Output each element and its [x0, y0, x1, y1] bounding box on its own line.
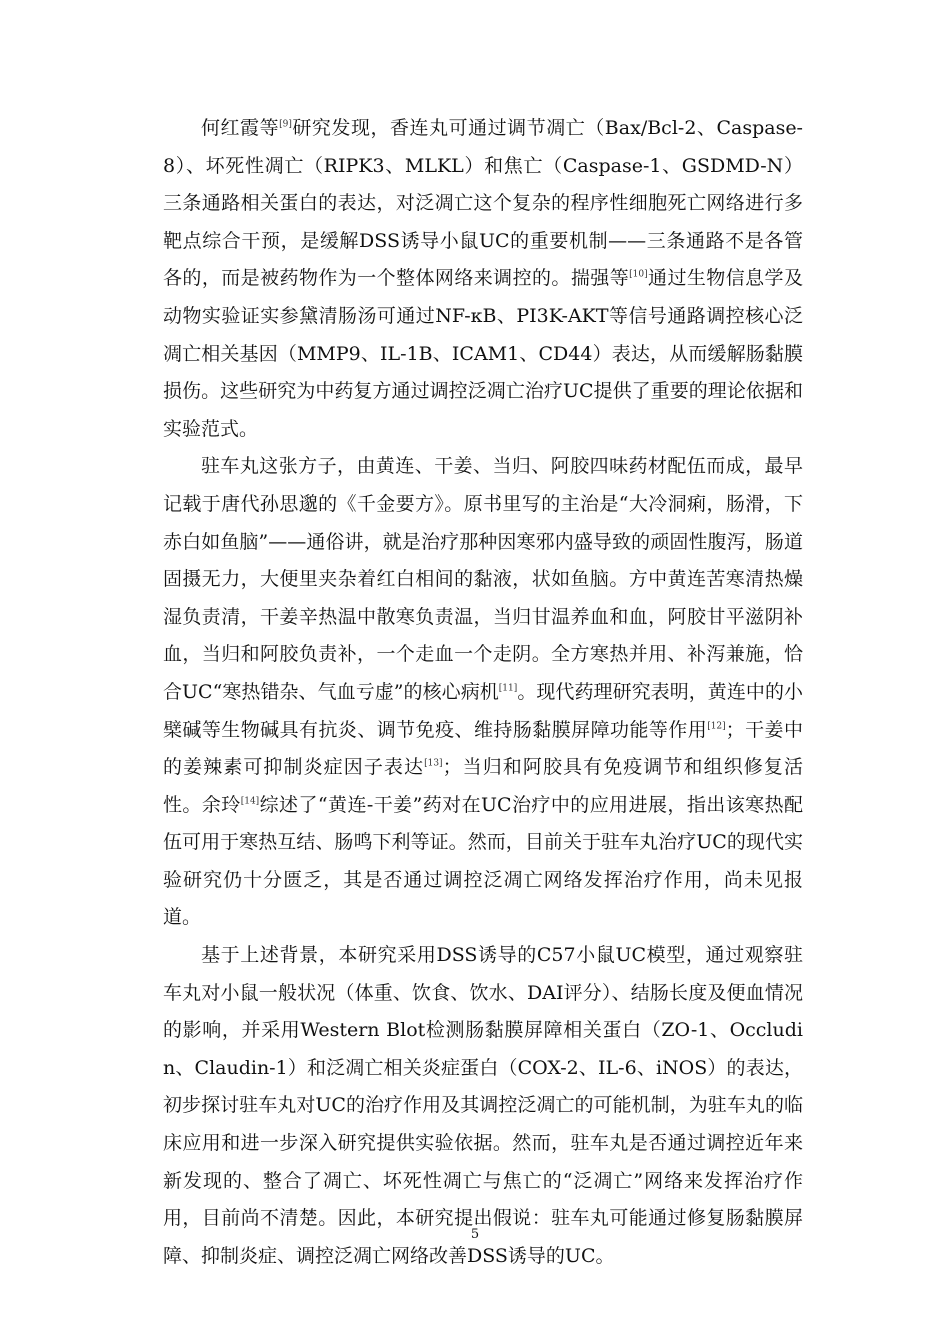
text-segment: ；干姜中的姜辣素可抑制炎症因子表达	[163, 718, 803, 779]
page-number: 5	[470, 1227, 480, 1242]
text-segment: ；当归和阿胶具有免疫调节和组织修复活性。余玲	[163, 756, 803, 816]
text-segment: 。现代药理研究表明，黄连中的小檗碱等生物碱具有抗炎、调节免疫、维持肠黏膜屏障功能等作用	[163, 680, 803, 741]
text-segment: 研究发现，香连丸可通过调节凋亡（Bax/Bcl-2、Caspase-8）、坏死性凋亡（RIPK3、MLKL）和焦亡（Caspase-1、GSDMD-N）三条通路相关蛋白的表达，对泛凋亡这个复杂的程序性细胞死亡网络进行多靶点综合干预，是缓解DSS诱导小鼠UC的重要机制——三条通路不是各管各的，而是被药物作为一个整体网络来调控的。揣强等	[163, 117, 803, 290]
citation-ref: [13]	[424, 758, 443, 769]
text-segment: 何红霞等	[201, 117, 280, 139]
text-segment: 通过生物信息学及动物实验证实参黛清肠汤可通过NF-κB、PI3K-AKT等信号通路调控核心泛凋亡相关基因（MMP9、IL-1B、ICAM1、CD44）表达，从而缓解肠黏膜损伤。这些研究为中药复方通过调控泛凋亡治疗UC提供了重要的理论依据和实验范式。	[163, 267, 803, 440]
text-segment: 驻车丸这张方子，由黄连、干姜、当归、阿胶四味药材配伍而成，最早记载于唐代孙思邈的《千金要方》。原书里写的主治是“大冷洞痢，肠滑，下赤白如鱼脑”——通俗讲，就是治疗那种因寒邪内盛导致的顽固性腹泻，肠道固摄无力，大便里夹杂着红白相间的黏液，状如鱼脑。方中黄连苦寒清热燥湿负责清，干姜辛热温中散寒负责温，当归甘温养血和血，阿胶甘平滋阴补血，当归和阿胶负责补，一个走血一个走阴。全方寒热并用、补泻兼施，恰合UC“寒热错杂、气血亏虚”的核心病机	[163, 455, 803, 703]
citation-ref: [11]	[498, 683, 518, 694]
paragraph	[163, 937, 803, 1275]
paragraph	[163, 110, 803, 448]
citation-ref: [10]	[629, 270, 648, 281]
text-segment: 综述了“黄连-干姜”药对在UC治疗中的应用进展，指出该寒热配伍可用于寒热互结、肠鸣下利等证。然而，目前关于驻车丸治疗UC的现代实验研究仍十分匮乏，其是否通过调控泛凋亡网络发挥治疗作用，尚未见报道。	[163, 793, 803, 929]
citation-ref: [12]	[707, 721, 726, 732]
paragraph	[163, 448, 803, 937]
document-body	[163, 110, 803, 1275]
citation-ref: [14]	[240, 796, 260, 807]
citation-ref: [9]	[279, 119, 292, 130]
text-segment: 基于上述背景，本研究采用DSS诱导的C57小鼠UC模型，通过观察驻车丸对小鼠一般状况（体重、饮食、饮水、DAI评分）、结肠长度及便血情况的影响，并采用Western Blot检测肠黏膜屏障相关蛋白（ZO-1、Occludin、Claudin-1）和泛凋亡相关炎症蛋白（COX-2、IL-6、iNOS）的表达，初步探讨驻车丸对UC的治疗作用及其调控泛凋亡的可能机制，为驻车丸的临床应用和进一步深入研究提供实验依据。然而，驻车丸是否通过调控近年来新发现的、整合了凋亡、坏死性凋亡与焦亡的“泛凋亡”网络来发挥治疗作用，目前尚不清楚。因此，本研究提出假说：驻车丸可能通过修复肠黏膜屏障、抑制炎症、调控泛凋亡网络改善DSS诱导的UC。	[163, 944, 803, 1267]
